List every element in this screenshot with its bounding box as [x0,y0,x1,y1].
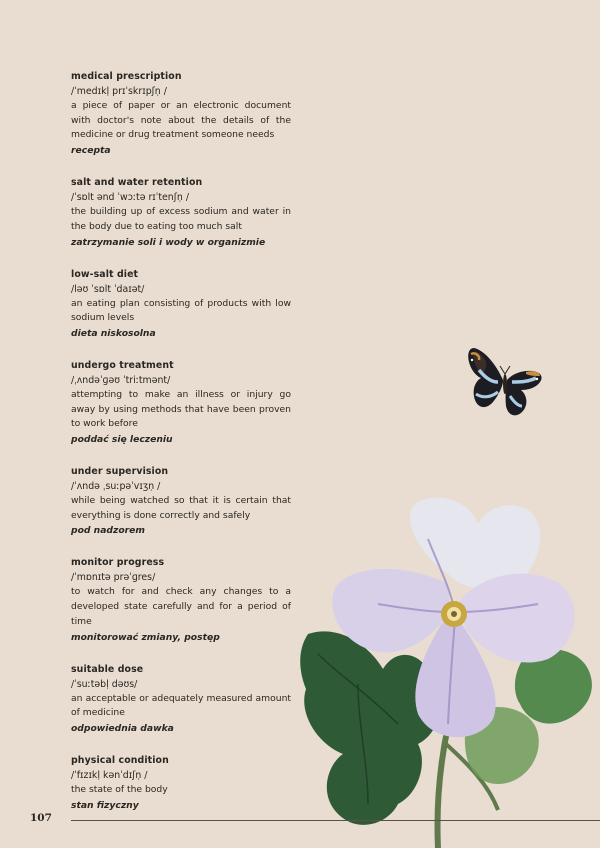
entry-pronunciation: /ˈsɒlt ənd ˈwɔːtə rɪˈtenʃṇ / [71,192,189,204]
entry-pronunciation: /ˈmɒnɪtə prəˈɡres/ [71,572,156,584]
entry-definition: an eating plan consisting of products with low sodium levels [71,297,291,324]
entry-definition: the state of the body [71,783,168,795]
glossary-entry [71,359,291,447]
entry-translation: monitorować zmiany, postęp [71,631,220,643]
glossary-entry [71,556,291,644]
entry-pronunciation: /ˈmedɪkḷ prɪˈskrɪpʃṇ / [71,86,167,97]
entry-term: salt and water retention [71,177,203,189]
glossary-entry [71,70,291,158]
entry-term: low-salt diet [71,268,139,280]
entry-pronunciation: /ləʊ ˈsɒlt ˈdaɪət/ [71,283,145,295]
entry-pronunciation: /ˈsuːtəbḷ dəʊs/ [71,678,138,690]
entry-pronunciation: /ˈʌndə ˌsuːpəˈvɪʒṇ / [71,481,161,493]
entry-definition: a piece of paper or an electronic document with doctor's note about the details of the medicine or drug treatment someone needs [71,100,291,141]
entry-pronunciation: /ˈfɪzɪkḷ kənˈdɪʃṇ / [71,769,148,781]
entry-term: under supervision [71,466,169,478]
entry-translation: dieta niskosolna [71,327,156,339]
glossary-entry [71,465,291,538]
glossary-entry [71,268,291,341]
entry-translation: recepta [71,145,111,157]
glossary-list [71,70,291,831]
entry-term: suitable dose [71,663,144,675]
entry-translation: stan fizyczny [71,799,139,811]
footer-divider [71,820,600,821]
entry-translation: odpowiednia dawka [71,722,174,734]
entry-term: monitor progress [71,557,165,569]
entry-term: physical condition [71,754,169,766]
glossary-entry [71,663,291,736]
entry-definition: to watch for and check any changes to a developed state carefully and for a period of time [71,586,291,627]
entry-translation: poddać się leczeniu [71,434,173,446]
entry-definition: while being watched so that it is certain that everything is done correctly and safely [71,495,291,521]
entry-definition: an acceptable or adequately measured amount of medicine [71,692,291,719]
entry-definition: the building up of excess sodium and water in the body due to eating too much salt [71,206,291,232]
flower-illustration [298,494,600,848]
entry-term: medical prescription [71,71,182,82]
entry-translation: pod nadzorem [71,525,145,537]
entry-pronunciation: /ˌʌndəˈɡəʊ ˈtriːtmənt/ [71,374,171,386]
entry-translation: zatrzymanie soli i wody w organizmie [71,236,266,248]
glossary-entry [71,176,291,249]
glossary-entry [71,754,291,813]
butterfly-illustration [466,346,544,418]
entry-term: undergo treatment [71,359,174,371]
page-number: 107 [30,812,52,824]
entry-definition: attempting to make an illness or injury go away by using methods that have been proven to work before [71,388,291,430]
